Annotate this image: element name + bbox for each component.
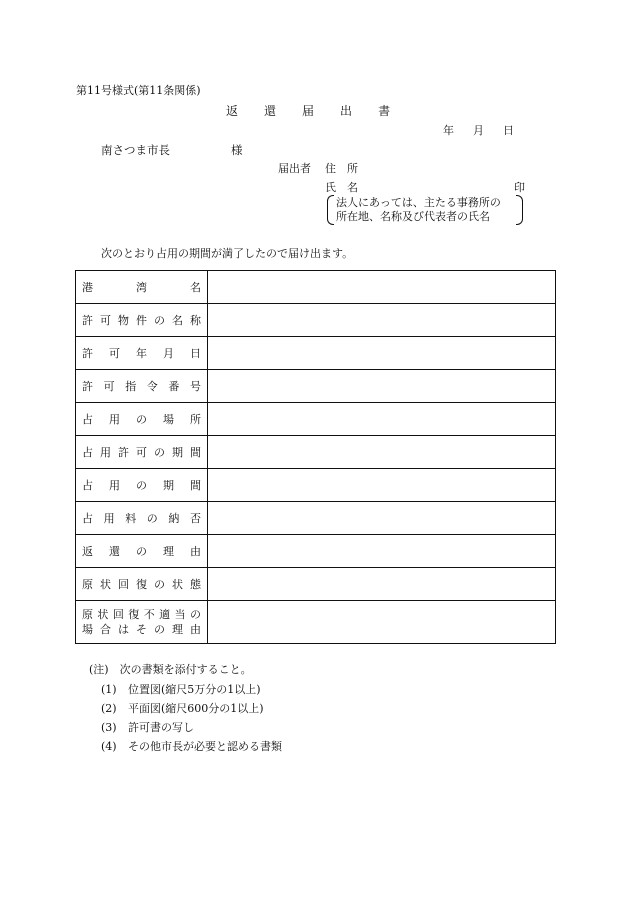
row-value-field[interactable] [208, 502, 556, 535]
row-label [76, 601, 208, 644]
label-char: 称 [190, 314, 201, 327]
row-label-text [82, 622, 201, 637]
label-char: 理 [163, 545, 174, 558]
label-char: 場 [82, 623, 93, 636]
corporate-note [327, 195, 523, 225]
row-label [76, 535, 208, 568]
return-form-table [75, 270, 556, 644]
label-char: 番 [168, 380, 180, 393]
label-char: 理 [172, 623, 183, 636]
title-char: 書 [378, 104, 391, 118]
note-item [101, 722, 194, 733]
row-label-text [82, 477, 201, 493]
right-bracket [516, 195, 523, 225]
label-char: 原 [82, 607, 93, 621]
label-char: 適 [159, 607, 171, 621]
title-char: 返 [226, 104, 239, 118]
applicant-label: 届出者 [278, 162, 311, 175]
row-label [76, 370, 208, 403]
row-label-text [82, 543, 201, 559]
row-label-text [82, 411, 201, 427]
form-number: 第11号様式(第11条関係) [76, 84, 201, 97]
label-char: の [189, 607, 201, 621]
address-label: 住 所 [325, 162, 358, 175]
label-char: 湾 [136, 281, 147, 294]
note-text: 位置図(縮尺5万分の1以上) [128, 683, 261, 696]
label-char: 日 [190, 347, 201, 360]
row-value-field[interactable] [208, 601, 556, 644]
label-char: 年 [136, 347, 147, 360]
label-char: 用 [103, 512, 115, 525]
label-char: 令 [146, 380, 158, 393]
recipient: 南さつま市長 [101, 143, 170, 157]
row-label-text [82, 279, 201, 295]
label-char: 当 [174, 607, 186, 621]
date-day-label: 日 [503, 124, 514, 137]
label-char: 状 [172, 578, 183, 591]
table-row [76, 568, 556, 601]
label-char: 復 [128, 607, 140, 621]
label-char: 所 [190, 413, 201, 426]
note-number: (1) [101, 683, 117, 696]
row-label-text [82, 607, 201, 622]
label-char: 状 [97, 607, 109, 621]
table-row [76, 403, 556, 436]
label-char: 名 [190, 281, 201, 294]
label-char: 用 [100, 446, 111, 459]
row-value-field[interactable] [208, 436, 556, 469]
row-value-field[interactable] [208, 403, 556, 436]
label-char: 可 [100, 314, 111, 327]
label-char: 納 [168, 512, 180, 525]
row-value-field[interactable] [208, 271, 556, 304]
label-char: の [154, 578, 165, 591]
row-label [76, 403, 208, 436]
label-char: 復 [136, 578, 147, 591]
note-text: 平面図(縮尺600分の1以上) [128, 702, 264, 715]
label-char: 返 [82, 545, 93, 558]
note-item [101, 741, 282, 752]
row-value-field[interactable] [208, 337, 556, 370]
label-char: 料 [125, 512, 137, 525]
label-char: 間 [190, 479, 201, 492]
label-char: の [146, 512, 158, 525]
label-char: 期 [172, 446, 183, 459]
honorific: 様 [231, 143, 243, 157]
row-label [76, 568, 208, 601]
label-char: の [154, 623, 165, 636]
row-label-text [82, 510, 201, 526]
label-char: 占 [82, 479, 93, 492]
label-char: 状 [100, 578, 111, 591]
label-char: の [154, 314, 165, 327]
label-char: 原 [82, 578, 93, 591]
label-char: 還 [109, 545, 120, 558]
row-value-field[interactable] [208, 568, 556, 601]
label-char: 物 [118, 314, 129, 327]
label-char: 許 [82, 380, 93, 393]
row-label [76, 502, 208, 535]
row-label [76, 436, 208, 469]
row-value-field[interactable] [208, 469, 556, 502]
note-item [101, 684, 261, 695]
row-label-text [82, 576, 201, 592]
row-label-text [82, 312, 201, 328]
label-char: 占 [82, 413, 93, 426]
label-char: 件 [136, 314, 147, 327]
label-char: 由 [190, 545, 201, 558]
corporate-note-line1: 法人にあっては、主たる事務所の [336, 196, 501, 209]
left-bracket [327, 195, 334, 225]
note-text: 許可書の写し [128, 721, 194, 734]
table-row [76, 601, 556, 644]
seal-mark: 印 [514, 181, 525, 194]
table-row [76, 271, 556, 304]
label-char: 由 [190, 623, 201, 636]
label-char: 態 [190, 578, 201, 591]
title-char: 還 [264, 104, 277, 118]
label-char: 占 [82, 512, 93, 525]
label-char: 用 [109, 413, 120, 426]
label-char: 期 [163, 479, 174, 492]
label-char: 可 [109, 347, 120, 360]
label-char: 回 [112, 607, 124, 621]
table-row [76, 337, 556, 370]
label-char: 月 [163, 347, 174, 360]
table-row [76, 535, 556, 568]
label-char: 許 [118, 446, 129, 459]
intro-text: 次のとおり占用の期間が満了したので届け出ます。 [101, 247, 354, 260]
document-title [226, 105, 416, 117]
label-char: の [154, 446, 165, 459]
row-label [76, 271, 208, 304]
label-char: 否 [189, 512, 201, 525]
label-char: 合 [100, 623, 111, 636]
row-value-field[interactable] [208, 370, 556, 403]
table-row [76, 502, 556, 535]
label-char: の [136, 413, 147, 426]
label-char: 可 [136, 446, 147, 459]
note-item [101, 703, 264, 714]
label-char: 用 [109, 479, 120, 492]
name-label: 氏 名 [325, 181, 358, 194]
row-value-field[interactable] [208, 304, 556, 337]
row-value-field[interactable] [208, 535, 556, 568]
title-char: 出 [340, 104, 353, 118]
label-char: 占 [82, 446, 93, 459]
label-char: 名 [172, 314, 183, 327]
table-row [76, 469, 556, 502]
label-char: の [136, 545, 147, 558]
table-row [76, 370, 556, 403]
table-row [76, 436, 556, 469]
title-char: 届 [302, 104, 315, 118]
date-month-label: 月 [473, 124, 484, 137]
row-label-text [82, 378, 201, 394]
date-year-label: 年 [443, 124, 454, 137]
corporate-note-line2: 所在地、名称及び代表者の氏名 [336, 210, 490, 223]
row-label-text [82, 345, 201, 361]
label-char: 間 [190, 446, 201, 459]
table-row [76, 304, 556, 337]
label-char: の [136, 479, 147, 492]
row-label-text [82, 444, 201, 460]
label-char: 港 [82, 281, 93, 294]
row-label [76, 469, 208, 502]
row-label [76, 304, 208, 337]
note-text: その他市長が必要と認める書類 [128, 740, 282, 753]
notes-heading: (注) 次の書類を添付すること。 [89, 663, 252, 676]
note-number: (2) [101, 702, 117, 715]
label-char: 回 [118, 578, 129, 591]
label-char: そ [136, 623, 147, 636]
note-number: (3) [101, 721, 117, 734]
date-line [443, 125, 533, 136]
note-number: (4) [101, 740, 117, 753]
label-char: 許 [82, 347, 93, 360]
label-char: 指 [125, 380, 137, 393]
label-char: は [118, 623, 129, 636]
label-char: 場 [163, 413, 174, 426]
label-char: 不 [143, 607, 155, 621]
label-char: 許 [82, 314, 93, 327]
label-char: 号 [189, 380, 201, 393]
row-label [76, 337, 208, 370]
label-char: 可 [103, 380, 115, 393]
